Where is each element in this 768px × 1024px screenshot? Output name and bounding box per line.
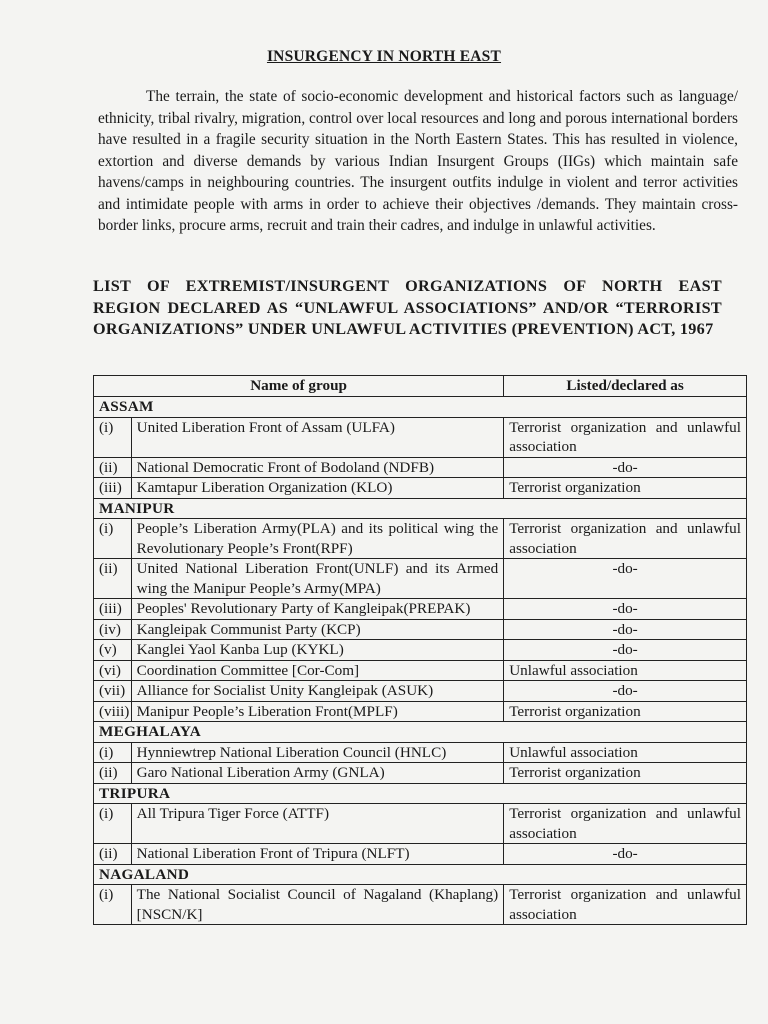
- row-number: (i): [94, 885, 132, 925]
- row-number: (i): [94, 742, 132, 763]
- group-name: People’s Liberation Army(PLA) and its political wing the Revolutionary People’s Front(RPF): [131, 519, 504, 559]
- row-number: (i): [94, 519, 132, 559]
- table-row: [94, 681, 747, 702]
- listed-status: -do-: [504, 844, 747, 865]
- row-number: (ii): [94, 457, 132, 478]
- table-header-row: [94, 376, 747, 397]
- group-name: Coordination Committee [Cor-Com]: [131, 660, 504, 681]
- listed-status: -do-: [504, 559, 747, 599]
- group-name: Garo National Liberation Army (GNLA): [131, 763, 504, 784]
- row-number: (ii): [94, 559, 132, 599]
- listed-status: Terrorist organization: [504, 701, 747, 722]
- group-name: United Liberation Front of Assam (ULFA): [131, 417, 504, 457]
- group-name: National Democratic Front of Bodoland (NDFB): [131, 457, 504, 478]
- group-name: National Liberation Front of Tripura (NLFT): [131, 844, 504, 865]
- listed-status: Unlawful association: [504, 660, 747, 681]
- listed-status: Terrorist organization and unlawful association: [504, 885, 747, 925]
- table-row: [94, 844, 747, 865]
- listed-status: Terrorist organization and unlawful association: [504, 417, 747, 457]
- group-name: Manipur People’s Liberation Front(MPLF): [131, 701, 504, 722]
- state-name: NAGALAND: [94, 864, 747, 885]
- listed-status: Terrorist organization and unlawful association: [504, 519, 747, 559]
- listed-status: Terrorist organization: [504, 763, 747, 784]
- row-number: (viii): [94, 701, 132, 722]
- page-title: INSURGENCY IN NORTH EAST: [266, 48, 502, 65]
- listed-status: Terrorist organization: [504, 478, 747, 499]
- state-row-meghalaya: [94, 722, 747, 743]
- group-name: Kanglei Yaol Kanba Lup (KYKL): [131, 640, 504, 661]
- row-number: (iv): [94, 619, 132, 640]
- table-row: [94, 885, 747, 925]
- table-row: [94, 640, 747, 661]
- group-name: United National Liberation Front(UNLF) and its Armed wing the Manipur People’s Army(MPA): [131, 559, 504, 599]
- table-row: [94, 417, 747, 457]
- group-name: Kamtapur Liberation Organization (KLO): [131, 478, 504, 499]
- intro-paragraph: The terrain, the state of socio-economic development and historical factors such as language/ ethnicity, tribal rivalry, migration, control over local resources and long and porous international borders have resulted in a fragile security situation in the North Eastern States. This has resulted in violence, extortion and diverse demands by various Indian Insurgent Groups (IIGs) which maintain safe havens/camps in neighbouring countries. The insurgent outfits indulge in violent and terror activities and intimidate people with arms in order to achieve their objectives /demands. They maintain cross-border links, procure arms, recruit and train their cadres, and indulge in unlawful activities.: [98, 88, 738, 234]
- table-row: [94, 701, 747, 722]
- state-row-nagaland: [94, 864, 747, 885]
- table-row: [94, 519, 747, 559]
- table-row: [94, 619, 747, 640]
- group-name: The National Socialist Council of Nagaland (Khaplang) [NSCN/K]: [131, 885, 504, 925]
- row-number: (vi): [94, 660, 132, 681]
- table-row: [94, 763, 747, 784]
- header-listed-declared-as: Listed/declared as: [504, 376, 747, 397]
- row-number: (i): [94, 417, 132, 457]
- table-row: [94, 599, 747, 620]
- state-row-tripura: [94, 783, 747, 804]
- listed-status: -do-: [504, 640, 747, 661]
- group-name: Peoples' Revolutionary Party of Kangleipak(PREPAK): [131, 599, 504, 620]
- list-heading: LIST OF EXTREMIST/INSURGENT ORGANIZATIONS OF NORTH EAST REGION DECLARED AS “UNLAWFUL ASSOCIATIONS” AND/OR “TERRORIST ORGANIZATIONS” UNDER UNLAWFUL ACTIVITIES (PREVENTION) ACT, 1967: [93, 277, 722, 338]
- group-name: Kangleipak Communist Party (KCP): [131, 619, 504, 640]
- state-name: ASSAM: [94, 397, 747, 418]
- table-row: [94, 742, 747, 763]
- table-row: [94, 478, 747, 499]
- listed-status: -do-: [504, 619, 747, 640]
- group-name: Alliance for Socialist Unity Kangleipak (ASUK): [131, 681, 504, 702]
- state-row-assam: [94, 397, 747, 418]
- row-number: (i): [94, 804, 132, 844]
- state-name: TRIPURA: [94, 783, 747, 804]
- organizations-table: [93, 375, 747, 925]
- state-name: MEGHALAYA: [94, 722, 747, 743]
- table-row: [94, 559, 747, 599]
- listed-status: -do-: [504, 599, 747, 620]
- listed-status: -do-: [504, 457, 747, 478]
- table-row: [94, 457, 747, 478]
- group-name: Hynniewtrep National Liberation Council (HNLC): [131, 742, 504, 763]
- listed-status: -do-: [504, 681, 747, 702]
- table-row: [94, 804, 747, 844]
- group-name: All Tripura Tiger Force (ATTF): [131, 804, 504, 844]
- table-body: [94, 397, 747, 925]
- listed-status: Unlawful association: [504, 742, 747, 763]
- state-name: MANIPUR: [94, 498, 747, 519]
- row-number: (iii): [94, 599, 132, 620]
- row-number: (ii): [94, 844, 132, 865]
- header-name-of-group: Name of group: [94, 376, 504, 397]
- row-number: (vii): [94, 681, 132, 702]
- state-row-manipur: [94, 498, 747, 519]
- row-number: (ii): [94, 763, 132, 784]
- listed-status: Terrorist organization and unlawful association: [504, 804, 747, 844]
- row-number: (v): [94, 640, 132, 661]
- table-row: [94, 660, 747, 681]
- row-number: (iii): [94, 478, 132, 499]
